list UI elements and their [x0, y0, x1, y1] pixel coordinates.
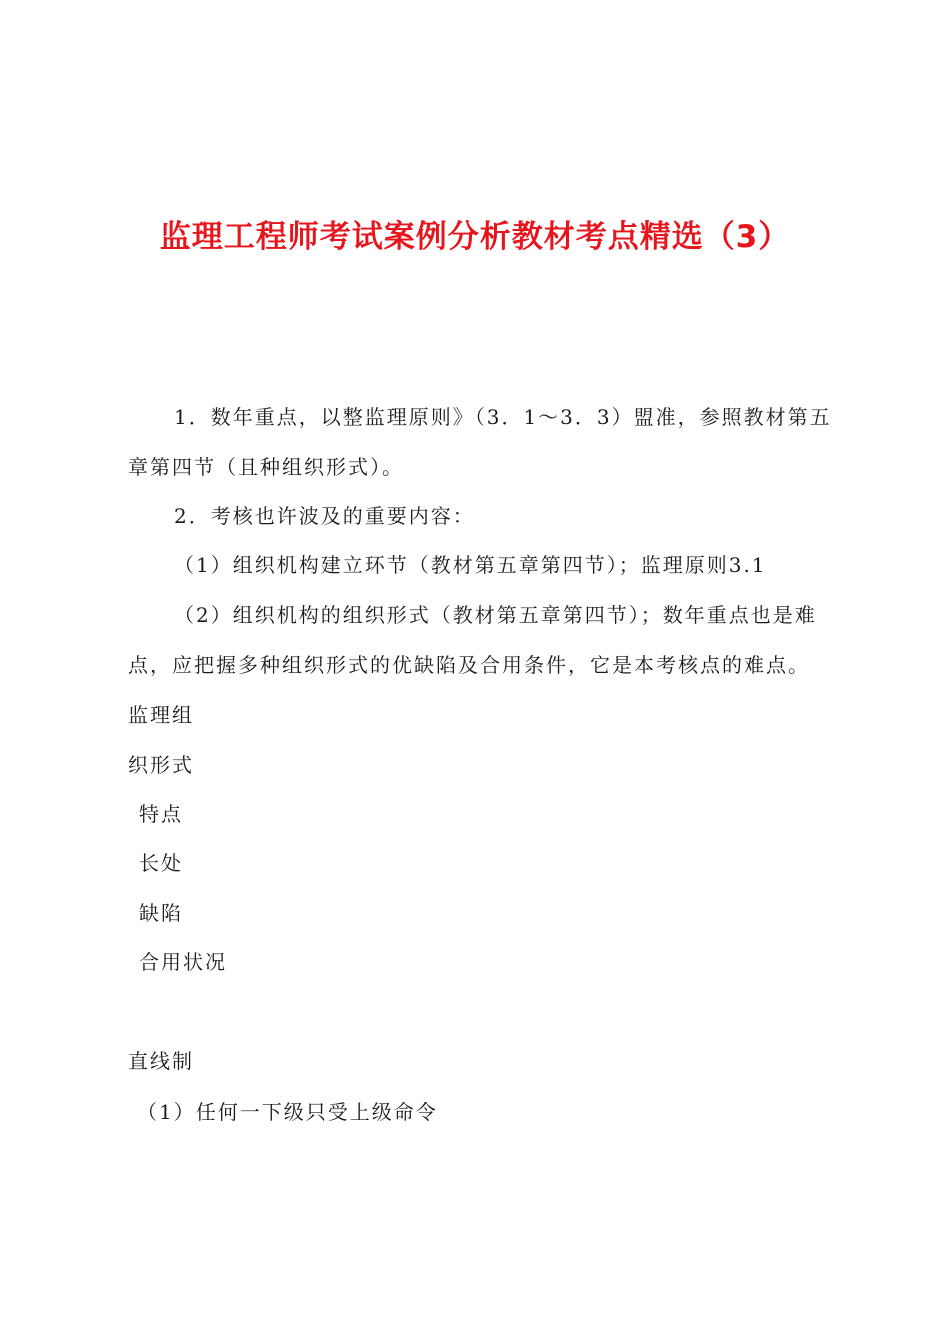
table-row-1-name: 直线制 [128, 1049, 194, 1073]
paragraph-1-line-1: 1．数年重点，以整监理原则》（3．1～3．3）盟准，参照教材第五 [174, 405, 832, 429]
table-header-applicable: 合用状况 [139, 950, 227, 974]
table-header-defect: 缺陷 [139, 901, 183, 925]
table-header-form-line-2: 织形式 [128, 753, 194, 777]
paragraph-3: （1）组织机构建立环节（教材第五章第四节）；监理原则3.1 [174, 553, 767, 577]
table-row-1-feature: （1）任何一下级只受上级命令 [137, 1100, 438, 1124]
document-title: 监理工程师考试案例分析教材考点精选（3） [159, 219, 791, 255]
paragraph-1-line-2: 章第四节（且种组织形式）。 [128, 455, 404, 479]
paragraph-4-line-2: 点，应把握多种组织形式的优缺陷及合用条件，它是本考核点的难点。 [128, 653, 810, 677]
table-header-form-line-1: 监理组 [128, 703, 194, 727]
table-header-feature: 特点 [139, 802, 183, 826]
paragraph-4-line-1: （2）组织机构的组织形式（教材第五章第四节）；数年重点也是难 [174, 603, 817, 627]
paragraph-2: 2．考核也许波及的重要内容： [174, 504, 475, 528]
table-header-advantage: 长处 [139, 851, 183, 875]
